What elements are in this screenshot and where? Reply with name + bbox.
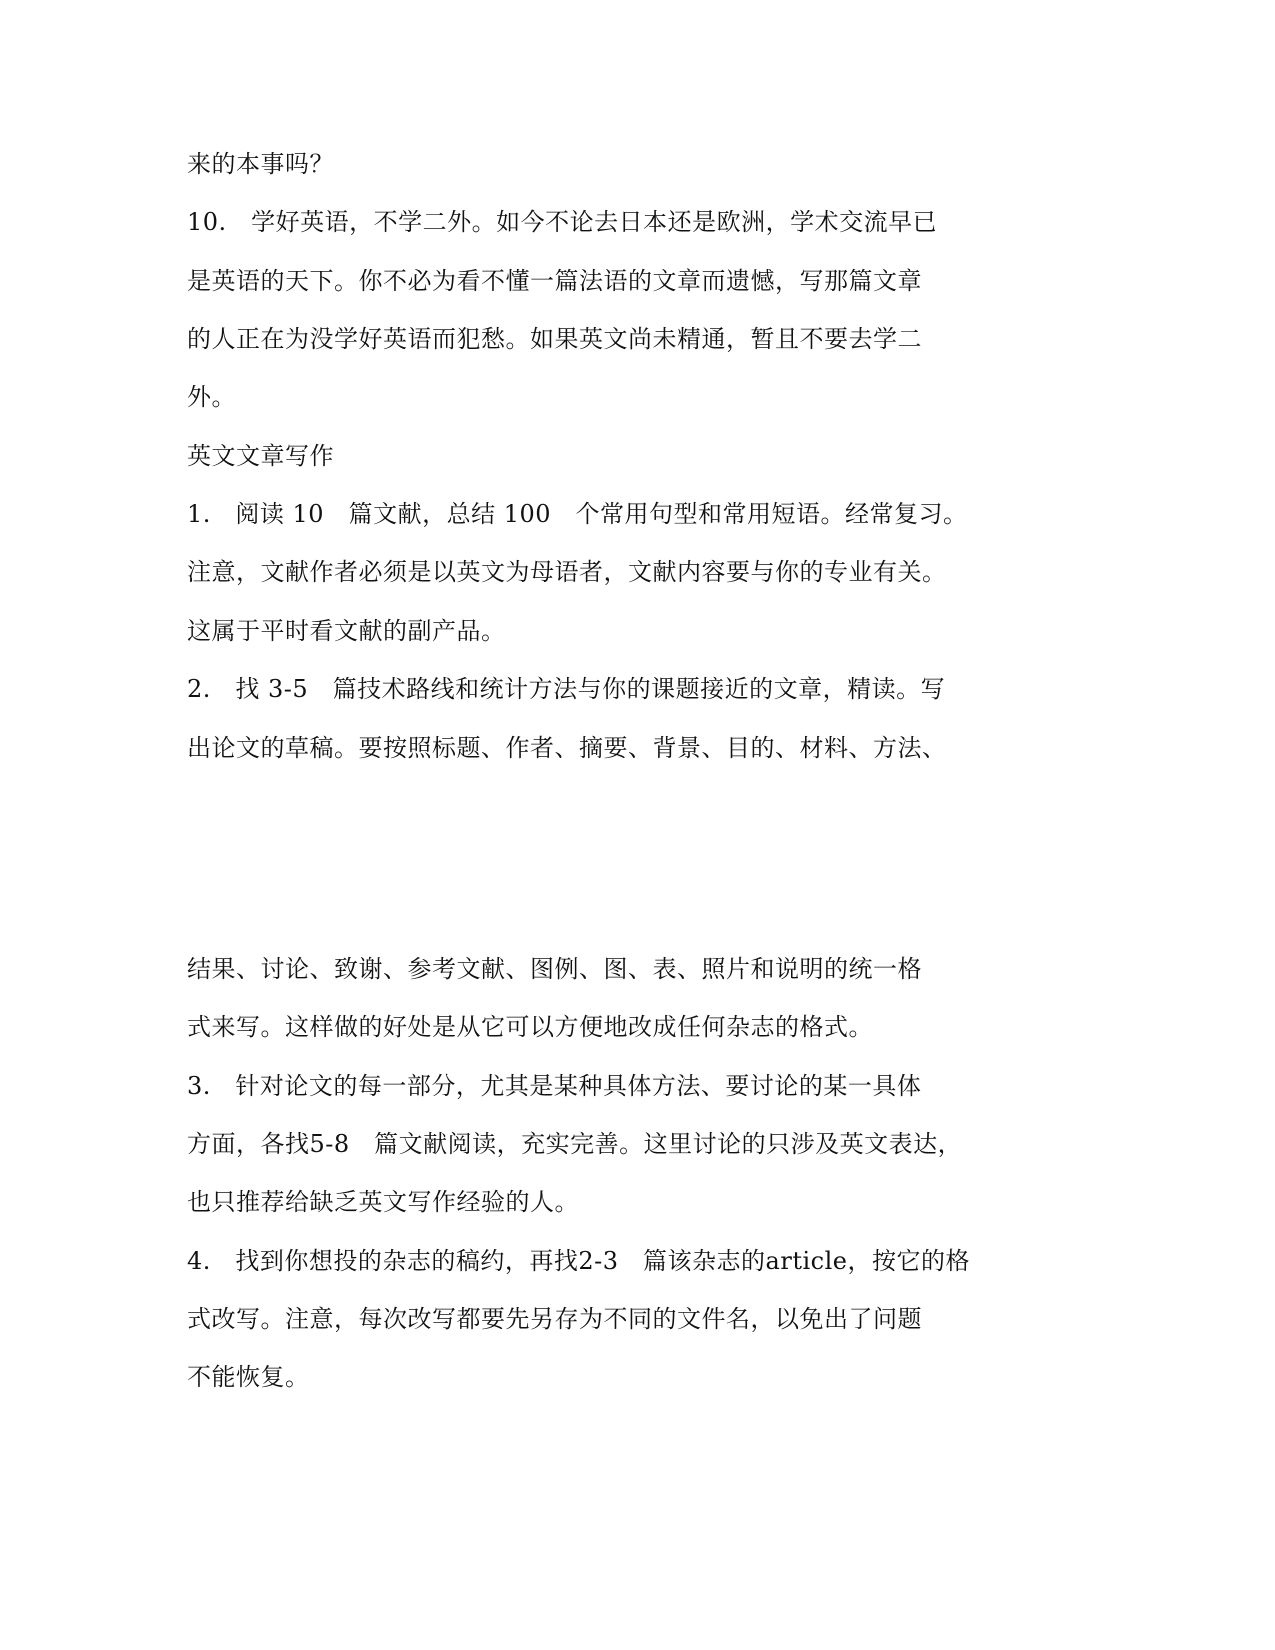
text-line: 3. 针对论文的每一部分，尤其是某种具体方法、要讨论的某一具体 [187,1072,922,1100]
text-line: 式改写。注意，每次改写都要先另存为不同的文件名，以免出了问题 [187,1305,922,1333]
text-line: 外。 [187,383,236,411]
text-line: 也只推荐给缺乏英文写作经验的人。 [187,1188,579,1216]
text-line: 不能恢复。 [187,1363,310,1391]
text-line: 是英语的天下。你不必为看不懂一篇法语的文章而遗憾，写那篇文章 [187,267,922,295]
text-line: 2. 找 3-5 篇技术路线和统计方法与你的课题接近的文章，精读。写 [187,675,946,703]
text-line: 出论文的草稿。要按照标题、作者、摘要、背景、目的、材料、方法、 [187,734,947,762]
text-line: 1. 阅读 10 篇文献，总结 100 个常用句型和常用短语。经常复习。 [187,500,968,528]
text-line: 式来写。这样做的好处是从它可以方便地改成任何杂志的格式。 [187,1013,873,1041]
text-line: 10. 学好英语，不学二外。如今不论去日本还是欧洲，学术交流早已 [187,208,938,236]
text-line: 来的本事吗？ [187,150,334,178]
text-line: 这属于平时看文献的副产品。 [187,617,506,645]
text-line: 的人正在为没学好英语而犯愁。如果英文尚未精通，暂且不要去学二 [187,325,922,353]
text-line: 4. 找到你想投的杂志的稿约，再找2-3 篇该杂志的article，按它的格 [187,1247,970,1275]
text-line: 注意，文献作者必须是以英文为母语者，文献内容要与你的专业有关。 [187,558,947,586]
text-line: 方面，各找5-8 篇文献阅读，充实完善。这里讨论的只涉及英文表达， [187,1130,963,1158]
section-heading: 英文文章写作 [187,442,334,470]
text-line: 结果、讨论、致谢、参考文献、图例、图、表、照片和说明的统一格 [187,955,922,983]
